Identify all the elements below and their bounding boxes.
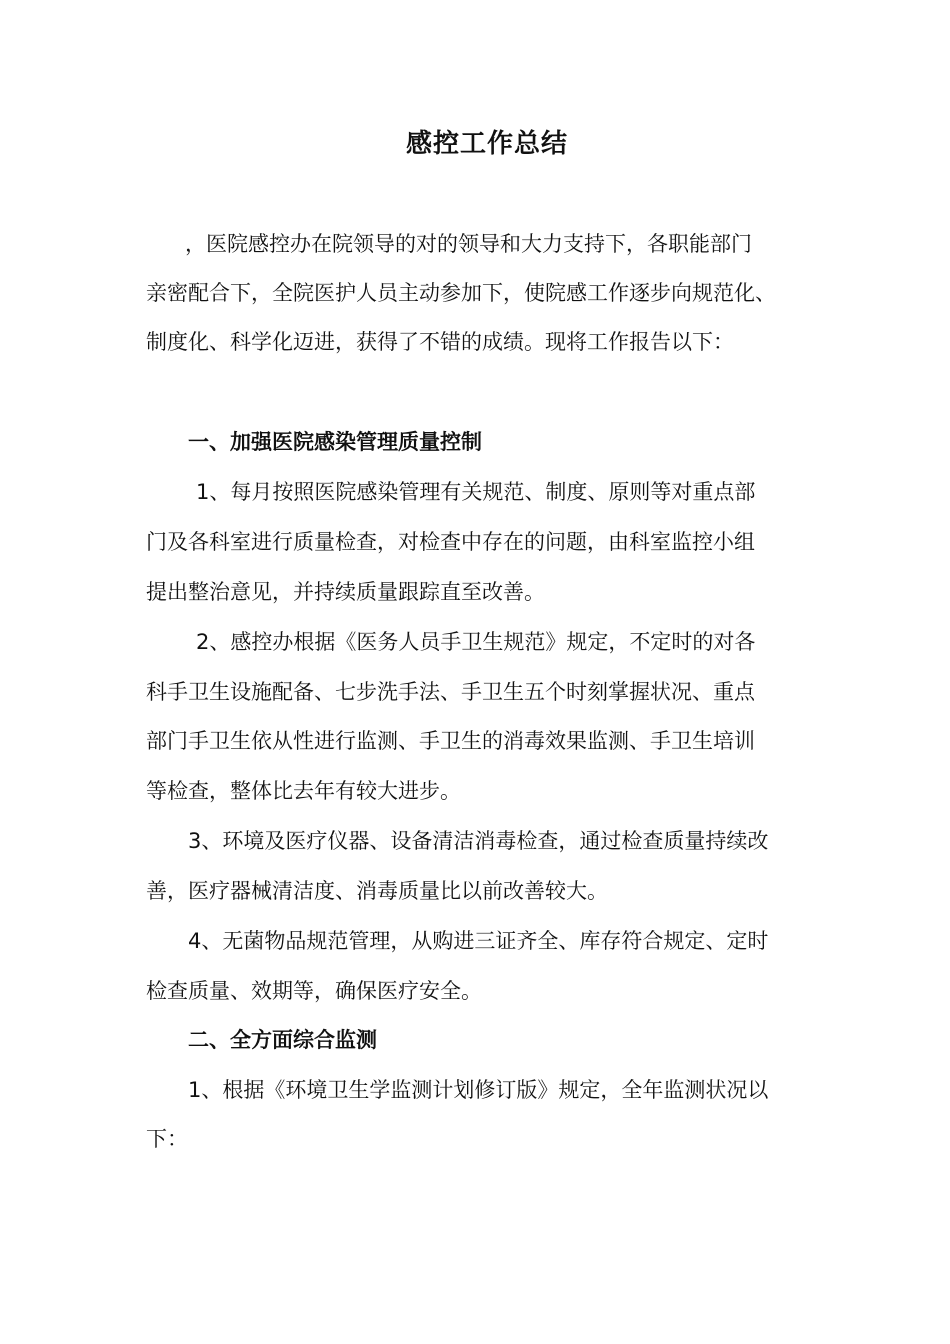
section-1-item-3-line-1: 3、环境及医疗仪器、设备清洁消毒检查，通过检查质量持续改: [188, 829, 769, 853]
section-1-item-4-line-1: 4、无菌物品规范管理，从购进三证齐全、库存符合规定、定时: [188, 929, 769, 953]
intro-line-3: 制度化、科学化迈进，获得了不错的成绩。现将工作报告以下：: [146, 330, 734, 354]
section-1-item-2-line-3: 部门手卫生依从性进行监测、手卫生的消毒效果监测、手卫生培训: [146, 729, 755, 753]
section-2-heading: 二、全方面综合监测: [188, 1028, 377, 1052]
section-2-item-1-line-1: 1、根据《环境卫生学监测计划修订版》规定，全年监测状况以: [188, 1078, 769, 1102]
section-1-item-2-line-2: 科手卫生设施配备、七步洗手法、手卫生五个时刻掌握状况、重点: [146, 680, 755, 704]
section-1-item-1-line-3: 提出整治意见，并持续质量跟踪直至改善。: [146, 580, 545, 604]
section-2-item-1-line-2: 下：: [146, 1127, 188, 1151]
section-1-item-2-line-4: 等检查，整体比去年有较大进步。: [146, 779, 461, 803]
intro-line-2: 亲密配合下，全院医护人员主动参加下，使院感工作逐步向规范化、: [146, 281, 776, 305]
section-1-item-1-line-1: 1、每月按照医院感染管理有关规范、制度、原则等对重点部: [196, 480, 756, 504]
section-1-item-1-line-2: 门及各科室进行质量检查，对检查中存在的问题，由科室监控小组: [146, 530, 755, 554]
document-title: 感控工作总结: [405, 129, 568, 159]
section-1-item-3-line-2: 善，医疗器械清洁度、消毒质量比以前改善较大。: [146, 879, 608, 903]
section-1-item-2-line-1: 2、感控办根据《医务人员手卫生规范》规定，不定时的对各: [196, 630, 756, 654]
intro-line-1: ，医院感控办在院领导的对的领导和大力支持下，各职能部门: [185, 232, 752, 256]
section-1-item-4-line-2: 检查质量、效期等，确保医疗安全。: [146, 979, 482, 1003]
section-1-heading: 一、加强医院感染管理质量控制: [188, 430, 482, 454]
